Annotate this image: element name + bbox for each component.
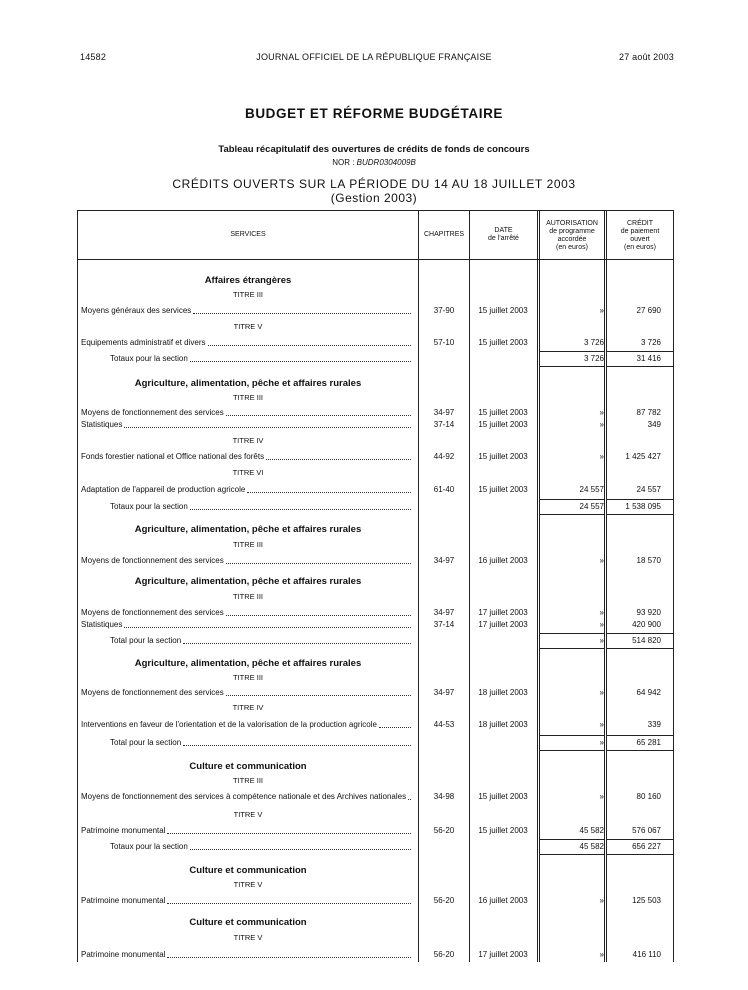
service-label: Equipements administratif et divers bbox=[81, 338, 206, 347]
credit-cell: 416 110 bbox=[632, 950, 661, 959]
service-label: Patrimoine monumental bbox=[81, 896, 166, 905]
col-divider bbox=[469, 210, 470, 962]
titre-heading: TITRE IV bbox=[232, 703, 264, 712]
col-header-cred-line3: ouvert bbox=[630, 236, 650, 243]
table-top-border bbox=[77, 210, 674, 211]
dot-leader bbox=[193, 306, 411, 314]
date-cell: 15 juillet 2003 bbox=[478, 826, 528, 835]
titre-heading: TITRE V bbox=[233, 880, 263, 889]
chapitre-cell: 34-97 bbox=[433, 688, 455, 697]
col-divider bbox=[418, 210, 419, 962]
titre-heading: TITRE V bbox=[233, 810, 263, 819]
service-label: Moyens généraux des services bbox=[81, 306, 192, 315]
service-row-label bbox=[81, 556, 413, 566]
col-header-autorisation bbox=[540, 220, 604, 252]
credit-cell: 125 503 bbox=[632, 896, 661, 905]
total-rule bbox=[607, 750, 673, 751]
dot-leader bbox=[167, 950, 411, 958]
col-header-services: SERVICES bbox=[230, 231, 266, 238]
total-rule bbox=[540, 633, 604, 634]
date-cell: 17 juillet 2003 bbox=[478, 608, 528, 617]
gestion-heading: (Gestion 2003) bbox=[330, 191, 418, 205]
credit-cell: 349 bbox=[647, 420, 661, 429]
credit-cell: 420 900 bbox=[632, 620, 661, 629]
chapitre-cell: 37-90 bbox=[433, 306, 455, 315]
service-label: Fonds forestier national et Office national des forêts bbox=[81, 452, 265, 461]
date-cell: 15 juillet 2003 bbox=[478, 485, 528, 494]
dot-leader bbox=[190, 502, 411, 510]
service-label: Totaux pour la section bbox=[110, 842, 188, 851]
total-row-label bbox=[110, 354, 413, 364]
dot-leader bbox=[124, 420, 411, 428]
dot-leader bbox=[167, 896, 411, 904]
autorisation-cell: 24 557 bbox=[579, 502, 604, 511]
autorisation-cell: 3 726 bbox=[583, 354, 604, 363]
total-rule bbox=[540, 750, 604, 751]
col-divider bbox=[537, 210, 538, 962]
col-header-aut-line3: accordée bbox=[557, 236, 587, 243]
titre-heading: TITRE III bbox=[233, 540, 263, 549]
dot-leader bbox=[124, 620, 411, 628]
dot-leader bbox=[183, 636, 411, 644]
service-row-label bbox=[81, 452, 413, 462]
table-header-border bbox=[77, 259, 674, 260]
page-number: 14582 bbox=[80, 52, 107, 62]
chapitre-cell: 61-40 bbox=[433, 485, 455, 494]
service-label: Patrimoine monumental bbox=[81, 950, 166, 959]
dot-leader bbox=[226, 408, 411, 416]
section-heading: Agriculture, alimentation, pêche et affaires rurales bbox=[134, 378, 362, 389]
service-label: Statistiques bbox=[81, 420, 123, 429]
total-row-label bbox=[110, 842, 413, 852]
credit-cell: 18 570 bbox=[636, 556, 661, 565]
date-cell: 15 juillet 2003 bbox=[478, 792, 528, 801]
total-row-label bbox=[110, 636, 413, 646]
dot-leader bbox=[190, 354, 411, 362]
autorisation-cell: » bbox=[599, 452, 604, 461]
section-heading: Agriculture, alimentation, pêche et affaires rurales bbox=[134, 658, 362, 669]
service-label: Total pour la section bbox=[110, 636, 182, 645]
autorisation-cell: » bbox=[599, 420, 604, 429]
total-rule bbox=[540, 499, 604, 500]
chapitre-cell: 37-14 bbox=[433, 420, 455, 429]
date-cell: 18 juillet 2003 bbox=[478, 720, 528, 729]
total-rule bbox=[607, 633, 673, 634]
dot-leader bbox=[408, 792, 411, 800]
date-cell: 15 juillet 2003 bbox=[478, 306, 528, 315]
date-cell: 18 juillet 2003 bbox=[478, 688, 528, 697]
chapitre-cell: 37-14 bbox=[433, 620, 455, 629]
service-label: Patrimoine monumental bbox=[81, 826, 166, 835]
credit-cell: 80 160 bbox=[636, 792, 661, 801]
period-heading: CRÉDITS OUVERTS SUR LA PÉRIODE DU 14 AU 18 JUILLET 2003 bbox=[172, 177, 576, 191]
date-cell: 17 juillet 2003 bbox=[478, 950, 528, 959]
chapitre-cell: 44-53 bbox=[433, 720, 455, 729]
date-cell: 15 juillet 2003 bbox=[478, 408, 528, 417]
autorisation-cell: » bbox=[599, 306, 604, 315]
titre-heading: TITRE III bbox=[233, 673, 263, 682]
total-rule bbox=[607, 366, 673, 367]
service-row-label bbox=[81, 896, 413, 906]
chapitre-cell: 56-20 bbox=[433, 896, 455, 905]
date-cell: 16 juillet 2003 bbox=[478, 896, 528, 905]
col-header-credit bbox=[607, 220, 673, 252]
service-label: Statistiques bbox=[81, 620, 123, 629]
autorisation-cell: 45 582 bbox=[579, 842, 604, 851]
service-row-label bbox=[81, 420, 413, 430]
chapitre-cell: 34-97 bbox=[433, 556, 455, 565]
total-rule bbox=[540, 366, 604, 367]
col-header-chapitres: CHAPITRES bbox=[423, 231, 465, 238]
section-heading: Culture et communication bbox=[189, 761, 307, 772]
service-label: Totaux pour la section bbox=[110, 354, 188, 363]
document-title: BUDGET ET RÉFORME BUDGÉTAIRE bbox=[244, 106, 504, 121]
date-cell: 15 juillet 2003 bbox=[478, 420, 528, 429]
autorisation-cell: 45 582 bbox=[579, 826, 604, 835]
total-rule bbox=[540, 514, 604, 515]
table-right-border bbox=[673, 210, 674, 962]
autorisation-cell: » bbox=[599, 738, 604, 747]
section-heading: Culture et communication bbox=[189, 917, 307, 928]
total-rule bbox=[607, 854, 673, 855]
chapitre-cell: 56-20 bbox=[433, 950, 455, 959]
credit-cell: 1 425 427 bbox=[625, 452, 661, 461]
col-header-date bbox=[470, 227, 537, 243]
service-row-label bbox=[81, 792, 413, 802]
service-row-label bbox=[81, 408, 413, 418]
titre-heading: TITRE IV bbox=[232, 436, 264, 445]
date-cell: 17 juillet 2003 bbox=[478, 620, 528, 629]
service-row-label bbox=[81, 688, 413, 698]
col-header-aut-line4: (en euros) bbox=[556, 244, 588, 251]
col-divider bbox=[604, 210, 605, 962]
service-row-label bbox=[81, 720, 413, 730]
credit-cell: 656 227 bbox=[632, 842, 661, 851]
credit-cell: 1 538 095 bbox=[625, 502, 661, 511]
titre-heading: TITRE III bbox=[233, 290, 263, 299]
autorisation-cell: 24 557 bbox=[579, 485, 604, 494]
chapitre-cell: 34-97 bbox=[433, 608, 455, 617]
credit-cell: 31 416 bbox=[636, 354, 661, 363]
dot-leader bbox=[167, 826, 411, 834]
total-rule bbox=[607, 514, 673, 515]
service-label: Total pour la section bbox=[110, 738, 182, 747]
total-rule bbox=[607, 648, 673, 649]
chapitre-cell: 44-92 bbox=[433, 452, 455, 461]
total-rule bbox=[540, 351, 604, 352]
service-label: Interventions en faveur de l'orientation et de la valorisation de la production agricole bbox=[81, 720, 377, 729]
credit-cell: 576 067 bbox=[632, 826, 661, 835]
total-rule bbox=[607, 839, 673, 840]
col-header-cred-line2: de paiement bbox=[620, 228, 660, 235]
date-cell: 15 juillet 2003 bbox=[478, 338, 528, 347]
service-label: Moyens de fonctionnement des services bbox=[81, 688, 224, 697]
total-rule bbox=[540, 839, 604, 840]
credit-cell: 93 920 bbox=[636, 608, 661, 617]
date-cell: 16 juillet 2003 bbox=[478, 556, 528, 565]
titre-heading: TITRE V bbox=[233, 933, 263, 942]
chapitre-cell: 34-98 bbox=[433, 792, 455, 801]
publication-date: 27 août 2003 bbox=[619, 52, 674, 62]
service-label: Moyens de fonctionnement des services bbox=[81, 608, 224, 617]
autorisation-cell: » bbox=[599, 556, 604, 565]
service-label: Moyens de fonctionnement des services bbox=[81, 556, 224, 565]
nor-label: NOR : bbox=[332, 158, 355, 167]
autorisation-cell: » bbox=[599, 720, 604, 729]
dot-leader bbox=[226, 688, 411, 696]
service-label: Totaux pour la section bbox=[110, 502, 188, 511]
col-header-aut-line2: de programme bbox=[549, 228, 595, 235]
autorisation-cell: » bbox=[599, 408, 604, 417]
service-label: Adaptation de l'appareil de production agricole bbox=[81, 485, 246, 494]
service-row-label bbox=[81, 826, 413, 836]
date-cell: 15 juillet 2003 bbox=[478, 452, 528, 461]
dot-leader bbox=[226, 556, 411, 564]
service-label: Moyens de fonctionnement des services bbox=[81, 408, 224, 417]
total-rule bbox=[540, 854, 604, 855]
autorisation-cell: » bbox=[599, 896, 604, 905]
total-rule bbox=[607, 735, 673, 736]
section-heading: Agriculture, alimentation, pêche et affaires rurales bbox=[134, 576, 362, 587]
service-row-label bbox=[81, 620, 413, 630]
dot-leader bbox=[247, 485, 411, 493]
chapitre-cell: 34-97 bbox=[433, 408, 455, 417]
dot-leader bbox=[379, 720, 411, 728]
service-row-label bbox=[81, 306, 413, 316]
col-header-date-line1: DATE bbox=[494, 227, 513, 234]
autorisation-cell: » bbox=[599, 620, 604, 629]
credit-cell: 87 782 bbox=[636, 408, 661, 417]
total-row-label bbox=[110, 502, 413, 512]
credit-cell: 24 557 bbox=[636, 485, 661, 494]
service-row-label bbox=[81, 950, 413, 960]
dot-leader bbox=[190, 842, 411, 850]
dot-leader bbox=[226, 608, 411, 616]
dot-leader bbox=[266, 452, 411, 460]
autorisation-cell: » bbox=[599, 688, 604, 697]
credit-cell: 339 bbox=[647, 720, 661, 729]
section-heading: Culture et communication bbox=[189, 865, 307, 876]
dot-leader bbox=[183, 738, 411, 746]
titre-heading: TITRE III bbox=[233, 393, 263, 402]
col-header-date-line2: de l'arrêté bbox=[488, 235, 519, 242]
service-row-label bbox=[81, 608, 413, 618]
col-header-cred-line1: CRÉDIT bbox=[626, 220, 654, 227]
autorisation-cell: » bbox=[599, 608, 604, 617]
total-rule bbox=[607, 499, 673, 500]
col-header-aut-line1: AUTORISATION bbox=[546, 220, 598, 227]
titre-heading: TITRE VI bbox=[232, 468, 264, 477]
chapitre-cell: 57-10 bbox=[433, 338, 455, 347]
journal-title: JOURNAL OFFICIEL DE LA RÉPUBLIQUE FRANÇAISE bbox=[256, 52, 492, 62]
service-label: Moyens de fonctionnement des services à compétence nationale et des Archives nationales bbox=[81, 792, 407, 801]
credit-cell: 3 726 bbox=[640, 338, 661, 347]
section-heading: Affaires étrangères bbox=[204, 275, 292, 286]
section-heading: Agriculture, alimentation, pêche et affaires rurales bbox=[134, 524, 362, 535]
nor-value: BUDR0304009B bbox=[356, 158, 416, 167]
service-row-label bbox=[81, 338, 413, 348]
total-rule bbox=[540, 648, 604, 649]
service-row-label bbox=[81, 485, 413, 495]
total-rule bbox=[607, 351, 673, 352]
titre-heading: TITRE III bbox=[233, 592, 263, 601]
autorisation-cell: » bbox=[599, 792, 604, 801]
credit-cell: 27 690 bbox=[636, 306, 661, 315]
titre-heading: TITRE III bbox=[233, 776, 263, 785]
autorisation-cell: 3 726 bbox=[583, 338, 604, 347]
total-row-label bbox=[110, 738, 413, 748]
autorisation-cell: » bbox=[599, 950, 604, 959]
dot-leader bbox=[208, 338, 412, 346]
autorisation-cell: » bbox=[599, 636, 604, 645]
chapitre-cell: 56-20 bbox=[433, 826, 455, 835]
document-subtitle: Tableau récapitulatif des ouvertures de crédits de fonds de concours bbox=[218, 144, 530, 155]
total-rule bbox=[540, 735, 604, 736]
credit-cell: 514 820 bbox=[632, 636, 661, 645]
credit-cell: 64 942 bbox=[636, 688, 661, 697]
nor-reference bbox=[0, 158, 748, 167]
col-header-cred-line4: (en euros) bbox=[624, 244, 656, 251]
titre-heading: TITRE V bbox=[233, 322, 263, 331]
credit-cell: 65 281 bbox=[636, 738, 661, 747]
